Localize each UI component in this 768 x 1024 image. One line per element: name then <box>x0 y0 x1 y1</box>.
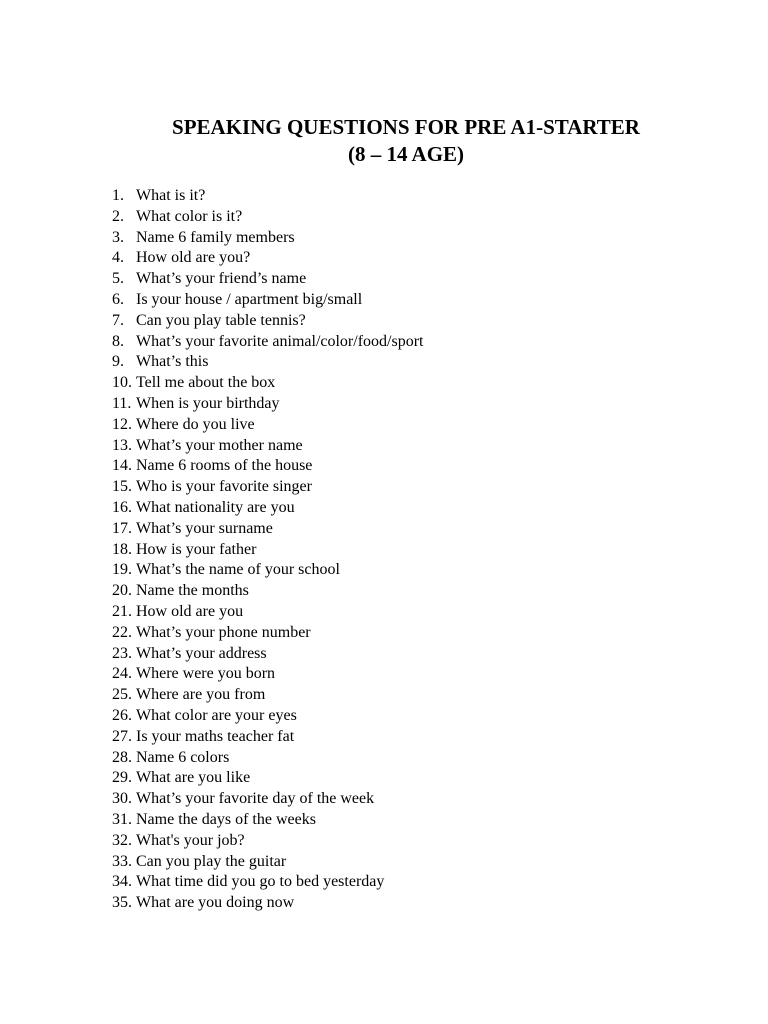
question-text: How is your father <box>136 540 257 558</box>
question-text: Can you play table tennis? <box>136 311 306 329</box>
question-number: 29. <box>112 769 132 787</box>
question-item <box>112 519 273 540</box>
question-text: Tell me about the box <box>136 374 276 392</box>
question-item <box>112 852 287 873</box>
question-text: Name 6 colors <box>136 748 230 766</box>
question-item <box>112 332 424 353</box>
question-text: What’s your surname <box>136 519 273 537</box>
question-number: 1. <box>112 187 124 204</box>
question-number: 3. <box>112 228 124 246</box>
question-text: What’s your friend’s name <box>136 270 307 288</box>
question-text: Who is your favorite singer <box>136 478 312 496</box>
question-number: 34. <box>112 873 132 891</box>
question-text: What is it? <box>136 187 206 204</box>
question-item <box>112 456 313 477</box>
question-text: What color are your eyes <box>136 706 297 724</box>
question-number: 17. <box>112 519 132 537</box>
question-text: What’s the name of your school <box>136 561 340 579</box>
question-text: Name 6 family members <box>136 228 295 246</box>
question-item <box>112 248 251 269</box>
question-item <box>112 644 267 665</box>
question-number: 31. <box>112 810 132 828</box>
question-text: How old are you? <box>136 249 251 267</box>
question-number: 2. <box>112 207 124 225</box>
question-number: 20. <box>112 582 132 600</box>
question-item <box>112 186 206 207</box>
question-number: 16. <box>112 498 132 516</box>
question-text: What’s your address <box>136 644 267 662</box>
question-item <box>112 207 243 228</box>
question-text: Where do you live <box>136 415 255 433</box>
question-item <box>112 436 303 457</box>
question-number: 24. <box>112 665 132 683</box>
question-number: 28. <box>112 748 132 766</box>
question-number: 10. <box>112 374 132 392</box>
question-number: 14. <box>112 457 132 475</box>
document-subtitle-age: (8 – 14 AGE) <box>347 142 465 166</box>
question-item <box>112 269 307 290</box>
question-text: What color is it? <box>136 207 243 225</box>
question-item <box>112 290 363 311</box>
question-number: 4. <box>112 249 124 267</box>
question-text: What’s your mother name <box>136 436 303 454</box>
question-text: Is your house / apartment big/small <box>136 290 363 308</box>
question-item <box>112 810 316 831</box>
question-item <box>112 581 249 602</box>
question-item <box>112 373 276 394</box>
question-text: What’s your phone number <box>136 623 311 641</box>
question-item <box>112 228 295 249</box>
question-item <box>112 394 280 415</box>
question-item <box>112 352 209 373</box>
question-item <box>112 498 295 519</box>
question-item <box>112 872 385 893</box>
question-item <box>112 477 312 498</box>
question-number: 32. <box>112 831 132 849</box>
question-number: 19. <box>112 561 132 579</box>
question-text: What nationality are you <box>136 498 295 516</box>
question-text: What are you doing now <box>136 894 295 912</box>
question-number: 25. <box>112 686 132 704</box>
question-text: What's your job? <box>136 831 245 849</box>
question-text: Name the days of the weeks <box>136 810 316 828</box>
question-number: 11. <box>112 394 132 412</box>
question-text: Where were you born <box>136 665 276 683</box>
question-number: 9. <box>112 353 124 371</box>
question-text: Where are you from <box>136 686 266 704</box>
document-title: SPEAKING QUESTIONS FOR PRE A1-STARTER <box>172 115 640 139</box>
question-item <box>112 540 257 561</box>
question-number: 26. <box>112 706 132 724</box>
question-item <box>112 685 266 706</box>
question-item <box>112 311 306 332</box>
question-number: 15. <box>112 478 132 496</box>
question-item <box>112 623 311 644</box>
question-number: 6. <box>112 290 124 308</box>
question-text: Name the months <box>136 582 249 600</box>
question-number: 18. <box>112 540 132 558</box>
question-item <box>112 727 295 748</box>
question-number: 7. <box>112 311 124 329</box>
question-text: How old are you <box>136 602 244 620</box>
question-text: What’s your favorite animal/color/food/sport <box>136 332 424 350</box>
question-number: 27. <box>112 727 132 745</box>
question-item <box>112 602 244 623</box>
question-number: 33. <box>112 852 132 870</box>
question-text: Is your maths teacher fat <box>136 727 295 745</box>
question-item <box>112 768 251 789</box>
question-text: What’s your favorite day of the week <box>136 790 375 808</box>
question-item <box>112 706 297 727</box>
question-number: 30. <box>112 790 132 808</box>
question-item <box>112 748 230 769</box>
question-item <box>112 789 375 810</box>
question-number: 12. <box>112 415 132 433</box>
question-number: 8. <box>112 332 124 350</box>
question-text: Can you play the guitar <box>136 852 287 870</box>
question-number: 22. <box>112 623 132 641</box>
question-list <box>112 186 424 914</box>
question-number: 21. <box>112 602 132 620</box>
question-text: When is your birthday <box>136 394 280 412</box>
question-item <box>112 831 245 852</box>
question-text: What are you like <box>136 769 251 787</box>
question-item <box>112 664 276 685</box>
question-item <box>112 415 255 436</box>
question-number: 13. <box>112 436 132 454</box>
question-number: 35. <box>112 894 132 912</box>
question-number: 23. <box>112 644 132 662</box>
question-item <box>112 893 295 914</box>
question-text: What’s this <box>136 353 209 371</box>
question-number: 5. <box>112 270 124 288</box>
question-text: Name 6 rooms of the house <box>136 457 313 475</box>
question-item <box>112 560 340 581</box>
question-text: What time did you go to bed yesterday <box>136 873 385 891</box>
